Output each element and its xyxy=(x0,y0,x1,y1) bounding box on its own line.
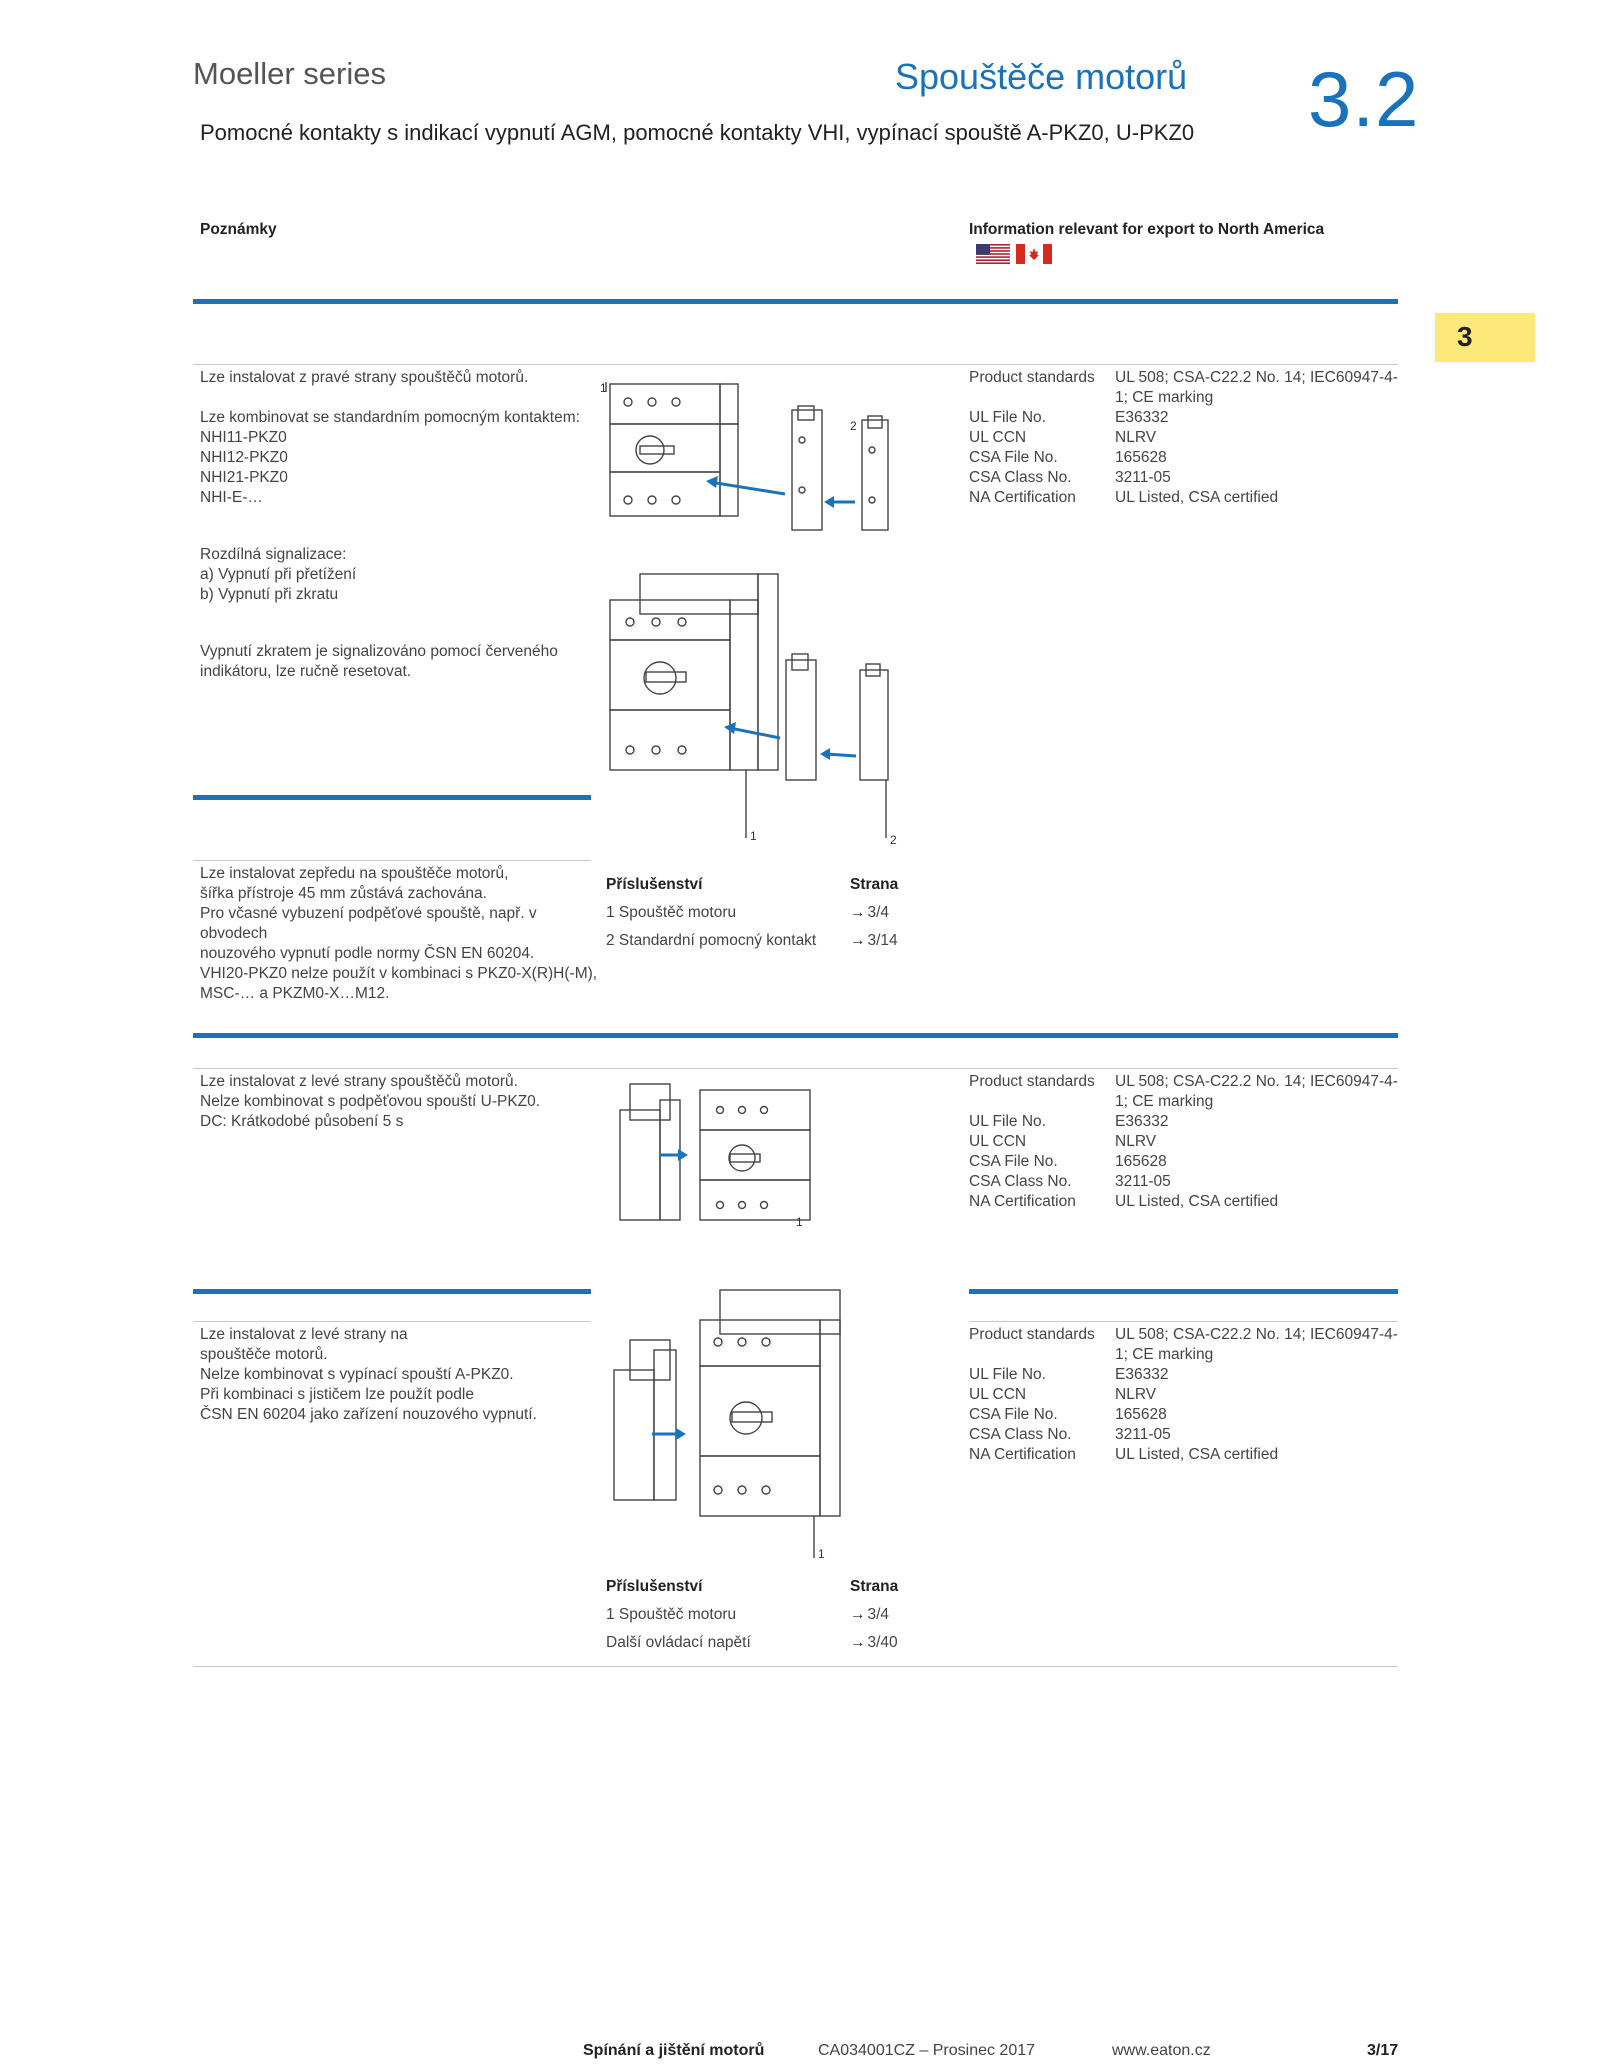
figure-label-1: 1 xyxy=(600,381,607,395)
footer-page-number: 3/17 xyxy=(1367,2042,1399,2059)
us-flag-icon xyxy=(976,244,1010,264)
product-illustration-upkz0 xyxy=(610,1080,830,1250)
notes-column-label: Poznámky xyxy=(200,221,277,238)
row-divider xyxy=(193,1321,591,1322)
product-illustration-agm-large xyxy=(600,570,930,850)
note-text: Lze instalovat zepředu na spouštěče motorů, šířka přístroje 45 mm zůstává zachována. Pro včasné vybuzení podpěťové spouště, např. v obvodech nouzového vypnutí podle normy ČSN EN 60204. VHI20-PKZ0 nelze použít v kombinaci s PKZ0-X(R)H(-M), MSC-… a PKZM0-X…M12. xyxy=(200,865,598,1002)
arrow-right-icon: → xyxy=(850,932,866,949)
footer-title: Spínání a jištění motorů xyxy=(583,2042,765,2059)
chapter-tab[interactable]: 3 xyxy=(1435,313,1535,362)
row-divider xyxy=(193,1068,1398,1069)
figure-label-2: 2 xyxy=(850,419,857,433)
note-text: Lze instalovat z pravé strany spouštěčů motorů. Lze kombinovat se standardním pomocným kontaktem: NHI11-PKZ0 NHI12-PKZ0 NHI21-PKZ0 NHI-E-… xyxy=(200,369,580,506)
note-text: Lze instalovat z levé strany na spouštěče motorů. Nelze kombinovat s vypínací spouští A-PKZ0. Při kombinaci s jističem lze použít podle ČSN EN 60204 jako zařízení nouzového vypnutí. xyxy=(200,1326,537,1423)
page-subtitle: Pomocné kontakty s indikací vypnutí AGM, pomocné kontakty VHI, vypínací spouště A-PKZ0, U-PKZ0 xyxy=(200,120,1195,145)
page-reference-link[interactable]: → 3/40 xyxy=(850,1634,898,1651)
section-divider xyxy=(969,1289,1398,1294)
row-divider xyxy=(969,1321,1398,1322)
spec-table: Product standards UL 508; CSA-C22.2 No. 14; IEC60947-4-1; CE marking UL File No. E36332 UL CCN NLRV CSA File No. 165628 CSA Class No. 3211-05 NA Certification UL Listed, CSA certified xyxy=(969,1326,1398,1463)
note-text: Lze instalovat z levé strany spouštěčů motorů. Nelze kombinovat s podpěťovou spouští U-PKZ0. DC: Krátkodobé působení 5 s xyxy=(200,1073,541,1130)
figure-label-1: 1 xyxy=(818,1547,825,1561)
arrow-right-icon: → xyxy=(850,1634,866,1651)
note-text: Vypnutí zkratem je signalizováno pomocí červeného indikátoru, lze ručně resetovat. xyxy=(200,643,558,680)
section-divider xyxy=(193,299,1398,304)
figure-label-1: 1 xyxy=(750,829,757,843)
page-reference-link[interactable]: → 3/4 xyxy=(850,904,890,921)
product-illustration-apkz0 xyxy=(600,1280,860,1570)
series-name: Moeller series xyxy=(193,56,386,91)
section-divider xyxy=(193,795,591,800)
page-reference-link[interactable]: → 3/14 xyxy=(850,932,898,949)
row-divider xyxy=(193,364,1398,365)
spec-table: Product standards UL 508; CSA-C22.2 No. 14; IEC60947-4-1; CE marking UL File No. E36332 UL CCN NLRV CSA File No. 165628 CSA Class No. 3211-05 NA Certification UL Listed, CSA certified xyxy=(969,1073,1398,1210)
footer-website-link[interactable]: www.eaton.cz xyxy=(1112,2042,1211,2059)
accessories-table: Příslušenství Strana 1 Spouštěč motoru → 3/4 Další ovládací napětí → 3/40 xyxy=(606,1578,899,1651)
figure-label-2: 2 xyxy=(890,833,897,847)
row-divider xyxy=(193,1666,1398,1667)
export-column-label: Information relevant for export to North America xyxy=(969,221,1325,238)
footer-catalog: CA034001CZ – Prosinec 2017 xyxy=(818,2042,1036,2059)
spec-table: Product standards UL 508; CSA-C22.2 No. 14; IEC60947-4-1; CE marking UL File No. E36332 UL CCN NLRV CSA File No. 165628 CSA Class No. 3211-05 NA Certification UL Listed, CSA certified xyxy=(969,369,1398,506)
note-text: Rozdílná signalizace: a) Vypnutí při přetížení b) Vypnutí při zkratu xyxy=(200,546,357,603)
page-reference-link[interactable]: → 3/4 xyxy=(850,1606,890,1623)
page-title: Spouštěče motorů xyxy=(895,56,1188,97)
section-divider xyxy=(193,1289,591,1294)
figure-label-1: 1 xyxy=(796,1215,803,1229)
arrow-right-icon: → xyxy=(850,1606,866,1623)
product-illustration-agm-small xyxy=(600,370,930,570)
canada-flag-icon xyxy=(1016,244,1052,264)
section-divider xyxy=(193,1033,1398,1038)
row-divider xyxy=(193,860,591,861)
accessories-table: Příslušenství Strana 1 Spouštěč motoru → 3/4 2 Standardní pomocný kontakt → 3/14 xyxy=(606,876,899,949)
section-number: 3.2 xyxy=(1308,55,1420,143)
arrow-right-icon: → xyxy=(850,904,866,921)
